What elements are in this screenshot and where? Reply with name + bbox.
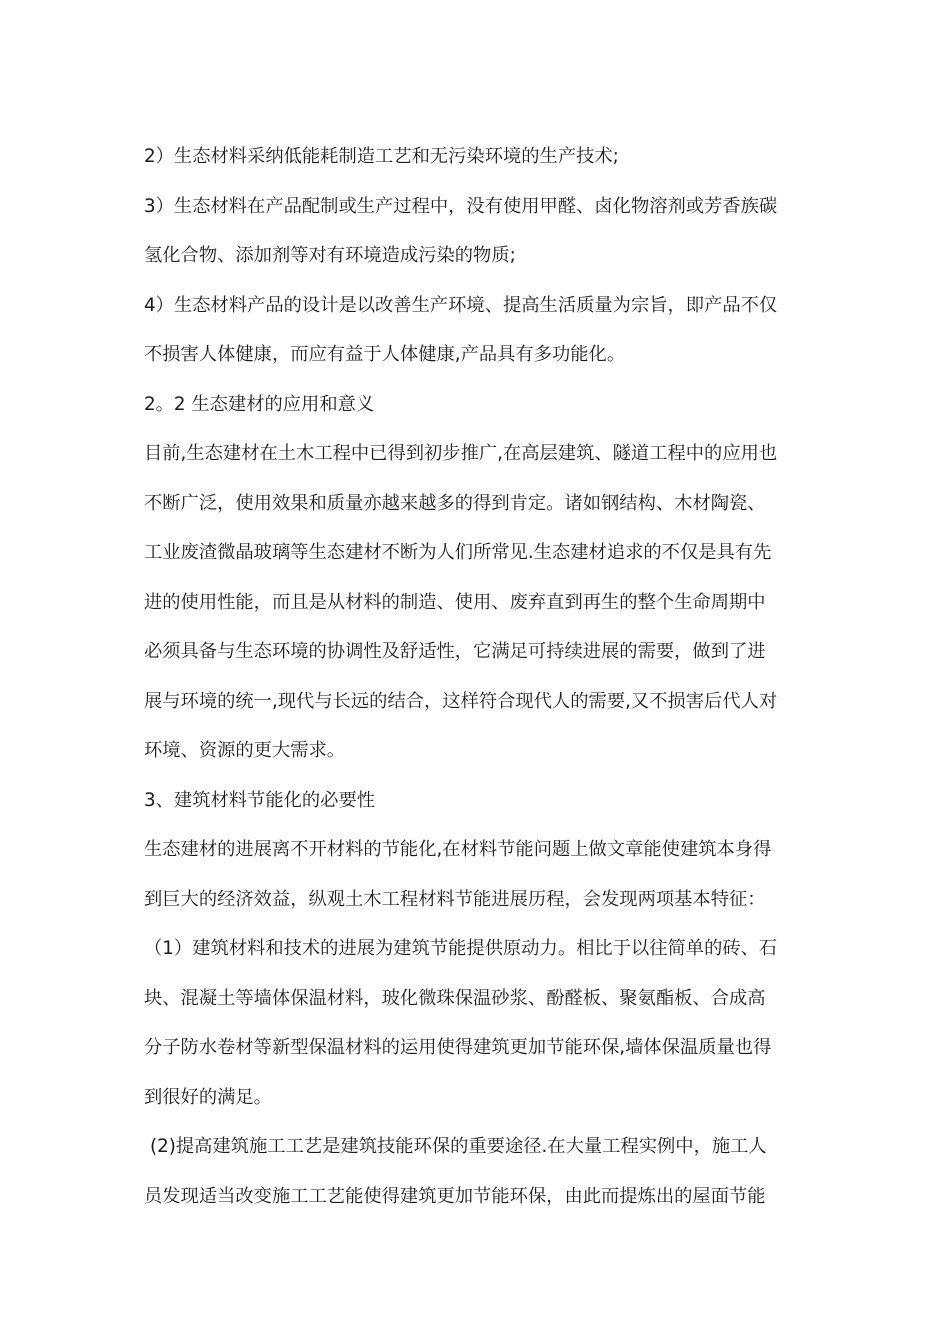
text-line: 到巨大的经济效益，纵观土木工程材料节能进展历程，会发现两项基本特征： bbox=[144, 888, 766, 910]
text-line: 环境、资源的更大需求。 bbox=[144, 740, 346, 761]
section-heading: 2。2 生态建材的应用和意义 bbox=[144, 393, 375, 415]
section-heading: 3、建筑材料节能化的必要性 bbox=[144, 789, 376, 811]
text-line: 不断广泛，使用效果和质量亦越来越多的得到肯定。诸如钢结构、木材陶瓷、 bbox=[144, 492, 766, 514]
text-line: 3）生态材料在产品配制或生产过程中，没有使用甲醛、卤化物溶剂或芳香族碳 bbox=[144, 195, 778, 217]
text-line: 4）生态材料产品的设计是以改善生产环境、提高生活质量为宗旨，即产品不仅 bbox=[144, 294, 778, 316]
text-line: 必须具备与生态环境的协调性及舒适性，它满足可持续进展的需要，做到了进 bbox=[144, 641, 766, 662]
text-line: 到很好的满足。 bbox=[144, 1086, 272, 1108]
text-line: 2）生态材料采纳低能耗制造工艺和无污染环境的生产技术; bbox=[144, 146, 619, 167]
text-line: （1）建筑材料和技术的进展为建筑节能提供原动力。相比于以往简单的砖、石 bbox=[144, 938, 778, 959]
text-line: 氢化合物、添加剂等对有环境造成污染的物质; bbox=[144, 245, 516, 266]
text-line: 块、混凝土等墙体保温材料，玻化微珠保温砂浆、酚醛板、聚氨酯板、合成高 bbox=[144, 987, 766, 1009]
text-line: 员发现适当改变施工工艺能使得建筑更加节能环保，由此而提炼出的屋面节能 bbox=[144, 1185, 766, 1207]
text-line: 展与环境的统一,现代与长远的结合，这样符合现代人的需要,又不损害后代人对 bbox=[144, 690, 778, 712]
text-line: 分子防水卷材等新型保温材料的运用使得建筑更加节能环保,墙体保温质量也得 bbox=[144, 1037, 772, 1058]
text-line: 进的使用性能，而且是从材料的制造、使用、废弃直到再生的整个生命周期中 bbox=[144, 591, 766, 613]
text-line: 生态建材的进展离不开材料的节能化,在材料节能问题上做文章能使建筑本身得 bbox=[144, 839, 772, 860]
document-body bbox=[144, 132, 812, 1221]
text-line: 目前,生态建材在土木工程中已得到初步推广,在高层建筑、隧道工程中的应用也 bbox=[144, 443, 778, 464]
text-line: 工业废渣微晶玻璃等生态建材不断为人们所常见.生态建材追求的不仅是具有先 bbox=[144, 542, 772, 563]
text-line: 不损害人体健康，而应有益于人体健康,产品具有多功能化。 bbox=[144, 344, 626, 365]
text-line: (2)提高建筑施工工艺是建筑技能环保的重要途径.在大量工程实例中，施工人 bbox=[150, 1136, 767, 1157]
